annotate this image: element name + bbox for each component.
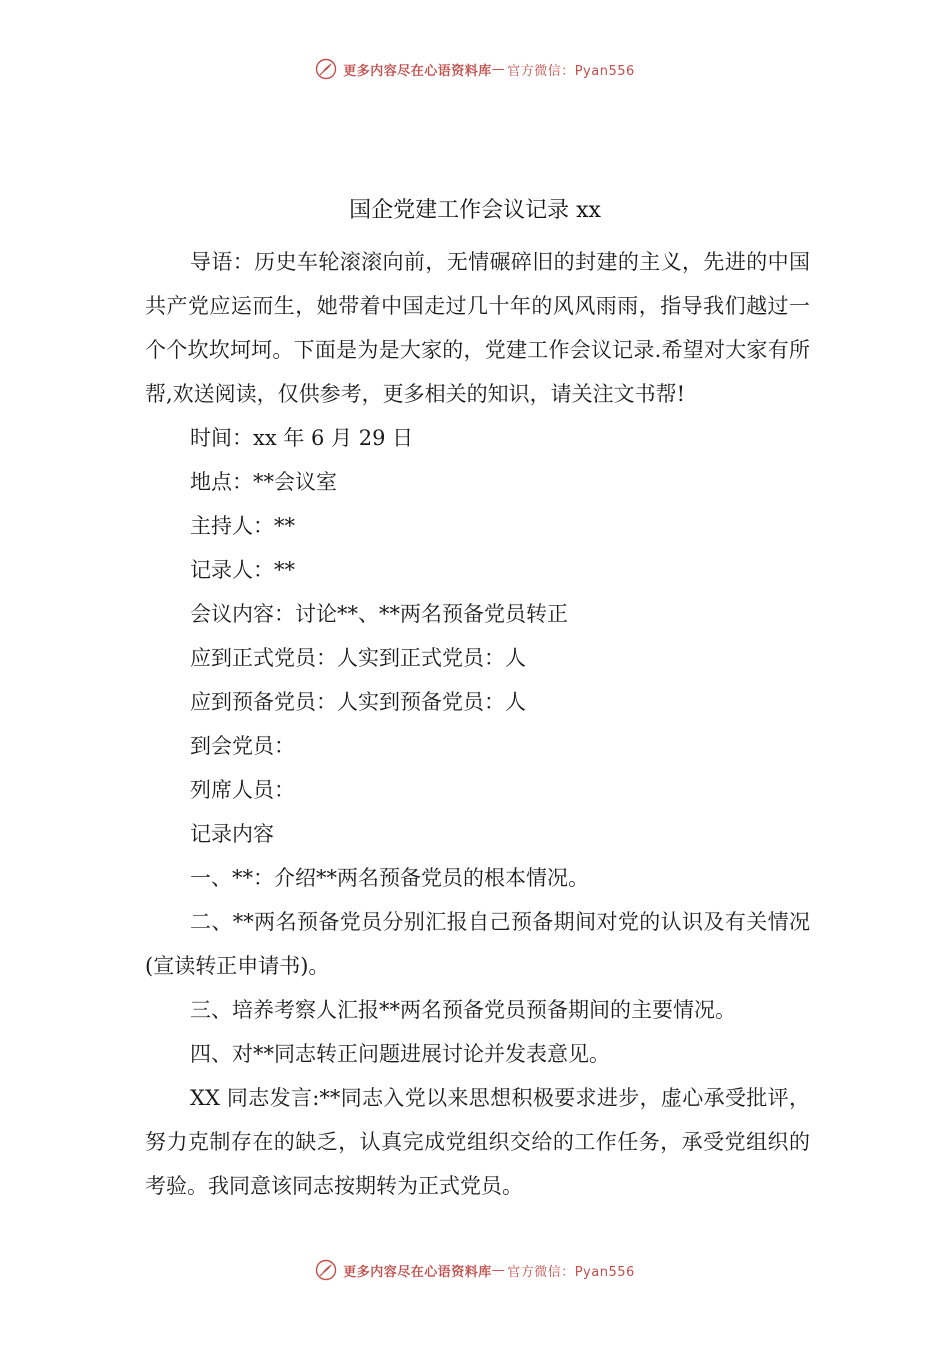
paragraph-time: 时间：xx 年 6 月 29 日: [190, 426, 414, 450]
paragraph-meeting-content: 会议内容：讨论**、**两名预备党员转正: [190, 602, 568, 626]
paragraph-intro: 导语：历史车轮滚滚向前，无情碾碎旧的封建的主义，先进的中国共产党应运而生，她带着中国走过几十年的风风雨雨，指导我们越过一个个坎坎坷坷。下面是为是大家的，党建工作会议记录.希望对大家有所帮,欢送阅读，仅供参考，更多相关的知识，请关注文书帮!: [145, 250, 810, 406]
banner-wechat: 官方微信：Pyan556: [507, 1264, 635, 1280]
banner-slogan: 更多内容尽在心语资料库: [343, 63, 492, 79]
banner-wechat: 官方微信：Pyan556: [507, 63, 635, 79]
paragraph-host: 主持人：**: [190, 514, 295, 538]
feather-quill-icon: [315, 58, 337, 80]
paragraph-recorder: 记录人：**: [190, 558, 295, 582]
paragraph-attending-members: 到会党员：: [190, 734, 295, 758]
paragraph-item-1: 一、**：介绍**两名预备党员的根本情况。: [190, 866, 589, 890]
document-title: 国企党建工作会议记录 xx: [349, 198, 601, 223]
paragraph-record-heading: 记录内容: [190, 822, 274, 846]
footer-banner: [0, 1255, 950, 1285]
paragraph-speech: XX 同志发言:**同志入党以来思想积极要求进步，虚心承受批评，努力克制存在的缺乏，认真完成党组织交给的工作任务，承受党组织的考验。我同意该同志按期转为正式党员。: [145, 1086, 810, 1198]
paragraph-item-4: 四、对**同志转正问题进展讨论并发表意见。: [190, 1042, 610, 1066]
feather-quill-icon: [315, 1259, 337, 1281]
banner-dash: —: [491, 61, 506, 77]
paragraph-location: 地点：**会议室: [190, 470, 337, 494]
paragraph-formal-members: 应到正式党员：人实到正式党员：人: [190, 646, 526, 670]
document-body: [145, 240, 810, 1208]
banner-slogan: 更多内容尽在心语资料库: [343, 1264, 492, 1280]
paragraph-probationary-members: 应到预备党员：人实到预备党员：人: [190, 690, 526, 714]
header-banner: [0, 54, 950, 84]
paragraph-item-3: 三、培养考察人汇报**两名预备党员预备期间的主要情况。: [190, 998, 736, 1022]
paragraph-observers: 列席人员：: [190, 778, 295, 802]
banner-dash: —: [491, 1262, 506, 1278]
paragraph-item-2: 二、**两名预备党员分别汇报自己预备期间对党的认识及有关情况(宣读转正申请书)。: [145, 910, 810, 978]
